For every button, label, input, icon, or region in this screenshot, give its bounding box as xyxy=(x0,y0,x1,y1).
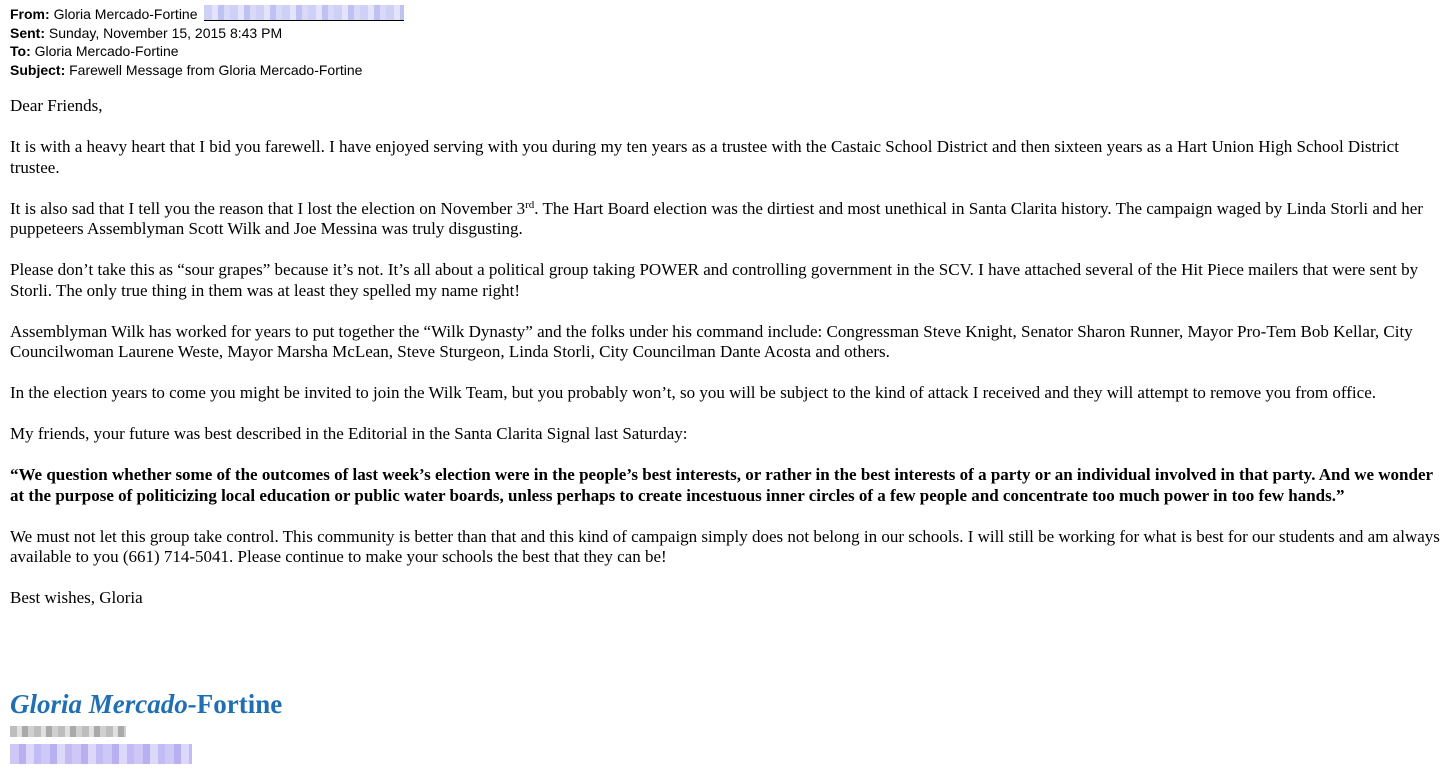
subject-line xyxy=(10,61,404,80)
to-line xyxy=(10,42,404,61)
paragraph-2-start: It is also sad that I tell you the reason that I lost the election on November 3 xyxy=(10,198,526,218)
redacted-signature-line-2 xyxy=(10,744,192,764)
to-label: To: xyxy=(10,43,31,59)
redacted-email-address xyxy=(204,5,404,21)
greeting: Dear Friends, xyxy=(10,96,103,115)
from-name: Gloria Mercado-Fortine xyxy=(53,6,198,22)
paragraph-4: Assemblyman Wilk has worked for years to put together the “Wilk Dynasty” and the folks under his command include: Congressman Steve Knight, Senator Sharon Runner, Mayor Pro-Tem Bob Kellar, City Councilwoman Laurene Weste, Mayor Marsha McLean, Steve Sturgeon, Linda Storli, City Councilman Dante Acosta and others. xyxy=(10,321,1413,361)
subject-value: Farewell Message from Gloria Mercado-Fortine xyxy=(69,61,363,78)
paragraph-2-end: . The Hart Board election was the dirtiest and most unethical in Santa Clarita history. The campaign waged by Linda Storli and her puppeteers Assemblyman Scott Wilk and Joe Messina was truly disgusting. xyxy=(10,198,1423,238)
paragraph-2 xyxy=(10,199,1440,240)
to-value: Gloria Mercado-Fortine xyxy=(34,43,179,59)
paragraph-1: It is with a heavy heart that I bid you farewell. I have enjoyed serving with you during my ten years as a trustee with the Castaic School District and then sixteen years as a Hart Union High School District trustee. xyxy=(10,137,1399,177)
from-line xyxy=(10,5,404,24)
paragraph-7: We must not let this group take control. This community is better than that and this kind of campaign simply does not belong in our schools. I will still be working for what is best for our students and am always available to you (661) 714-5041. Please continue to make your schools the best that they can be! xyxy=(10,526,1440,566)
editorial-quote: “We question whether some of the outcomes of last week’s election were in the people’s best interests, or rather in the best interests of a party or an individual involved in that party. And we wonder at the purpose of politicizing local education or public water boards, unless perhaps to create incestuous inner circles of a few people and concentrate too much power in too few hands.” xyxy=(10,465,1433,505)
from-label: From: xyxy=(10,6,50,22)
sent-value: Sunday, November 15, 2015 8:43 PM xyxy=(48,24,283,41)
paragraph-5: In the election years to come you might be invited to join the Wilk Team, but you probably won’t, so you will be subject to the kind of attack I received and they will attempt to remove you from office. xyxy=(10,383,1376,402)
signature-italic: Gloria Mercado- xyxy=(10,689,197,719)
redacted-signature-line-1 xyxy=(10,726,126,737)
signature-regular: Fortine xyxy=(196,689,283,719)
sent-line xyxy=(10,24,404,43)
signature-name xyxy=(10,689,282,720)
email-body xyxy=(10,96,1440,629)
email-header xyxy=(10,5,404,79)
paragraph-3: Please don’t take this as “sour grapes” because it’s not. It’s all about a political group taking POWER and controlling government in the SCV. I have attached several of the Hit Piece mailers that were sent by Storli. The only true thing in them was at least they spelled my name right! xyxy=(10,260,1419,300)
ordinal-suffix: rd xyxy=(525,198,535,211)
sent-label: Sent: xyxy=(10,24,45,41)
subject-label: Subject: xyxy=(10,61,66,78)
closing: Best wishes, Gloria xyxy=(10,588,143,607)
paragraph-6: My friends, your future was best described in the Editorial in the Santa Clarita Signal last Saturday: xyxy=(10,424,688,443)
